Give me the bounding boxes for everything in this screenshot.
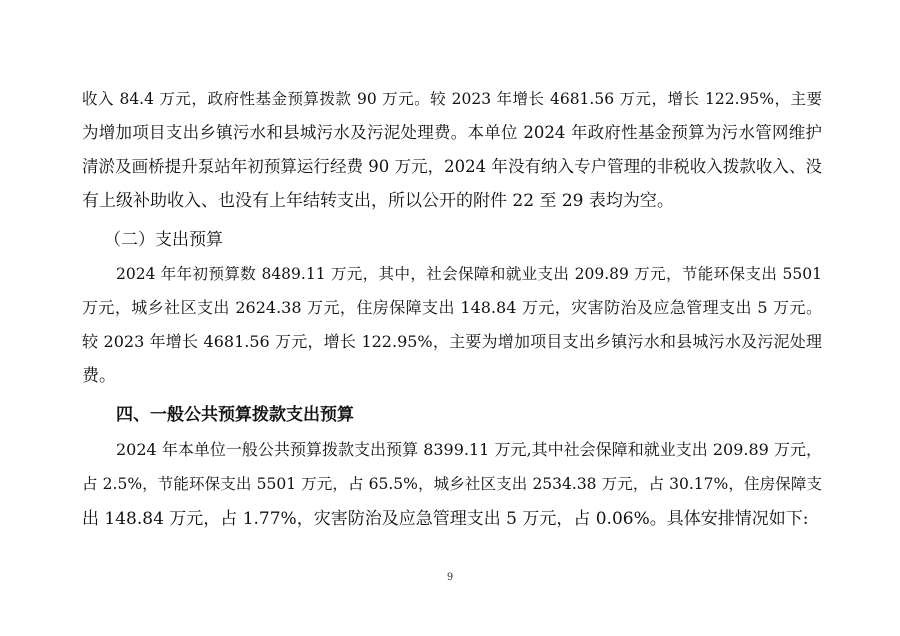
paragraph-line: 有上级补助收入、也没有上年结转支出，所以公开的附件 22 至 29 表均为空。 xyxy=(82,191,674,211)
paragraph-line: 出 148.84 万元，占 1.77%，灾害防治及应急管理支出 5 万元，占 0.06%。具体安排情况如下: xyxy=(82,509,809,529)
paragraph-line: 万元，城乡社区支出 2624.38 万元，住房保障支出 148.84 万元，灾害防治及应急管理支出 5 万元。 xyxy=(82,298,822,317)
paragraph-line: 收入 84.4 万元，政府性基金预算拨款 90 万元。较 2023 年增长 4681.56 万元，增长 122.95%，主要 xyxy=(82,90,822,108)
paragraph-line: 占 2.5%，节能环保支出 5501 万元，占 65.5%，城乡社区支出 2534.38 万元，占 30.17%，住房保障支 xyxy=(82,475,822,493)
paragraph-line: 2024 年年初预算数 8489.11 万元，其中，社会保障和就业支出 209.89 万元，节能环保支出 5501 xyxy=(116,265,822,283)
paragraph-line: 较 2023 年增长 4681.56 万元，增长 122.95%，主要为增加项目支出乡镇污水和县城污水及污泥处理 xyxy=(82,332,822,351)
page-number: 9 xyxy=(446,572,454,583)
paragraph-line: 为增加项目支出乡镇污水和县城污水及污泥处理费。本单位 2024 年政府性基金预算为污水管网维护 xyxy=(82,123,822,142)
paragraph-line: 2024 年本单位一般公共预算拨款支出预算 8399.11 万元,其中社会保障和就业支出 209.89 万元， xyxy=(116,440,822,459)
paragraph-line: 费。 xyxy=(82,366,116,386)
section-heading: 四、一般公共预算拨款支出预算 xyxy=(116,405,354,425)
section-subheading: （二）支出预算 xyxy=(104,230,223,250)
paragraph-line: 清淤及画桥提升泵站年初预算运行经费 90 万元，2024 年没有纳入专户管理的非税收入拨款收入、没 xyxy=(82,157,822,176)
